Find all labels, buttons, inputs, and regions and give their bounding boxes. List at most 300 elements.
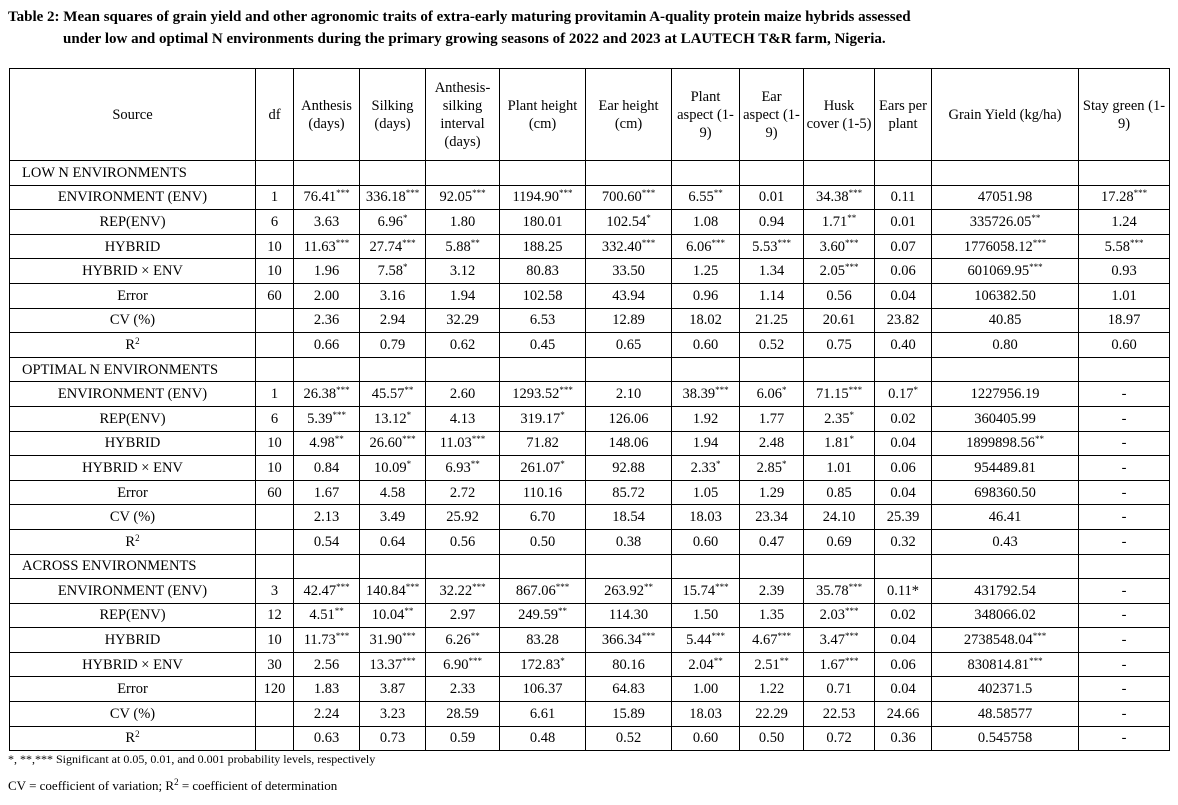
- value-cell: [804, 382, 875, 407]
- value-cell: [1079, 628, 1170, 653]
- df-cell: 6: [256, 210, 294, 235]
- significance-marker: ***: [402, 655, 416, 666]
- significance-marker: ***: [405, 188, 420, 199]
- value: 1.80: [449, 213, 476, 230]
- value-cell: [500, 333, 586, 358]
- table-row: [10, 382, 1170, 407]
- value: 0.60: [1111, 336, 1137, 353]
- empty-cell: [426, 554, 500, 579]
- section-row: [10, 161, 1170, 186]
- section-row: [10, 357, 1170, 382]
- value: 2.48: [758, 435, 785, 452]
- value-cell: [426, 431, 500, 456]
- value: 21.25: [755, 312, 788, 329]
- value: 2.56: [313, 656, 340, 673]
- value: 1.67: [819, 656, 845, 673]
- value: 33.50: [612, 263, 645, 280]
- value-cell: [932, 234, 1079, 259]
- header-cell: Ears per plant: [875, 69, 932, 161]
- source-cell: CV (%): [10, 702, 256, 727]
- value: 0.07: [890, 238, 916, 255]
- value: 0.71: [826, 681, 852, 698]
- empty-cell: [586, 554, 672, 579]
- value: 32.22: [439, 582, 473, 599]
- caption-line-1: Table 2: Mean squares of grain yield and other agronomic traits of extra-early maturing provitamin A-quality protein maize hybrids assessed: [8, 9, 911, 25]
- significance-marker: **: [1034, 434, 1044, 445]
- value-cell: [740, 406, 804, 431]
- section-title: OPTIMAL N ENVIRONMENTS: [10, 357, 256, 382]
- value: -: [1121, 410, 1127, 427]
- value-cell: [932, 456, 1079, 481]
- value: 18.03: [689, 705, 722, 722]
- value-cell: [740, 702, 804, 727]
- source-cell: ENVIRONMENT (ENV): [10, 579, 256, 604]
- value-cell: [500, 702, 586, 727]
- value-cell: [294, 283, 360, 308]
- value-cell: [426, 308, 500, 333]
- value: 106.37: [522, 681, 563, 698]
- value: 0.75: [826, 336, 852, 353]
- value: 1.01: [826, 459, 852, 476]
- header-row: [10, 69, 1170, 161]
- value: 5.44: [686, 632, 712, 649]
- empty-cell: [875, 161, 932, 186]
- value: 0.47: [758, 533, 785, 550]
- value-cell: [875, 382, 932, 407]
- df-cell: 1: [256, 185, 294, 210]
- df-cell: 3: [256, 579, 294, 604]
- significance-marker: **: [404, 385, 414, 396]
- value: 1.01: [1111, 287, 1137, 304]
- value-cell: [740, 480, 804, 505]
- value-cell: [586, 579, 672, 604]
- value-cell: [740, 652, 804, 677]
- empty-cell: [294, 357, 360, 382]
- value: 0.36: [890, 730, 916, 747]
- value-cell: [360, 529, 426, 554]
- header-cell: Plant height (cm): [500, 69, 586, 161]
- header-cell: Husk cover (1-5): [804, 69, 875, 161]
- df-cell: 10: [256, 431, 294, 456]
- empty-cell: [500, 554, 586, 579]
- empty-cell: [256, 357, 294, 382]
- value-cell: [294, 382, 360, 407]
- df-cell: [256, 726, 294, 751]
- value-cell: [672, 234, 740, 259]
- value: 0.72: [826, 730, 852, 747]
- value-cell: [426, 579, 500, 604]
- df-cell: 120: [256, 677, 294, 702]
- significance-marker: ***: [711, 631, 725, 642]
- value-cell: [740, 726, 804, 751]
- value-cell: [875, 628, 932, 653]
- value: 4.67: [752, 632, 778, 649]
- value-cell: [294, 480, 360, 505]
- value-cell: [932, 579, 1079, 604]
- table-row: [10, 185, 1170, 210]
- value: 1.71: [821, 213, 848, 230]
- r2-base: R: [125, 730, 136, 747]
- value-cell: [1079, 234, 1170, 259]
- significance-marker: ***: [336, 385, 350, 396]
- value-cell: [740, 628, 804, 653]
- value-cell: [500, 505, 586, 530]
- value-cell: [932, 431, 1079, 456]
- value: 0.93: [1111, 263, 1137, 280]
- value-cell: [932, 480, 1079, 505]
- value-cell: [360, 456, 426, 481]
- value-cell: [1079, 702, 1170, 727]
- value: 0.17: [888, 386, 914, 403]
- significance-marker: ***: [471, 434, 486, 445]
- value: 2.24: [313, 705, 340, 722]
- value-cell: [294, 234, 360, 259]
- mean-squares-table: [9, 68, 1170, 751]
- value: 2.33: [449, 681, 476, 698]
- value: 2.05: [819, 263, 845, 280]
- value-cell: [500, 406, 586, 431]
- value-cell: [1079, 283, 1170, 308]
- value: 0.06: [890, 263, 916, 280]
- r2-base: R: [125, 336, 136, 353]
- significance-marker: **: [334, 434, 344, 445]
- value: 1.77: [758, 410, 785, 427]
- value: 80.16: [612, 656, 645, 673]
- value: -: [1121, 632, 1127, 649]
- value-cell: [672, 505, 740, 530]
- value: 27.74: [369, 238, 403, 255]
- empty-cell: [1079, 357, 1170, 382]
- value-cell: [360, 406, 426, 431]
- significance-marker: ***: [848, 581, 863, 592]
- significance-marker: ***: [335, 237, 350, 248]
- value: 954489.81: [974, 459, 1036, 476]
- source-cell: [10, 529, 256, 554]
- empty-cell: [360, 357, 426, 382]
- value-cell: [586, 456, 672, 481]
- value-cell: [426, 456, 500, 481]
- table-row: [10, 726, 1170, 751]
- empty-cell: [360, 554, 426, 579]
- source-cell: HYBRID: [10, 234, 256, 259]
- value: 1227956.19: [970, 386, 1040, 403]
- value: 180.01: [522, 213, 563, 230]
- value-cell: [500, 283, 586, 308]
- value: 1.67: [313, 484, 340, 501]
- value-cell: [804, 333, 875, 358]
- value-cell: [426, 210, 500, 235]
- value: 18.97: [1107, 312, 1141, 329]
- value: 2.97: [449, 607, 476, 624]
- value: 0.79: [379, 336, 406, 353]
- value-cell: [426, 259, 500, 284]
- value-cell: [426, 185, 500, 210]
- value: -: [1121, 730, 1127, 747]
- value: 6.93: [445, 459, 471, 476]
- value-cell: [932, 333, 1079, 358]
- value-cell: [360, 579, 426, 604]
- significance-marker: *: [560, 409, 565, 420]
- value: 1776058.12: [963, 238, 1033, 255]
- value: 0.50: [758, 730, 785, 747]
- section-row: [10, 554, 1170, 579]
- value-cell: [500, 456, 586, 481]
- value: -: [1121, 435, 1127, 452]
- value: 698360.50: [974, 484, 1036, 501]
- value: 3.16: [379, 287, 406, 304]
- value: 102.54: [606, 213, 647, 230]
- df-cell: 60: [256, 480, 294, 505]
- value-cell: [586, 652, 672, 677]
- value-cell: [426, 406, 500, 431]
- table-row: [10, 234, 1170, 259]
- value-cell: [360, 628, 426, 653]
- value: 1.24: [1111, 213, 1137, 230]
- significance-marker: ***: [641, 631, 656, 642]
- value: 1.94: [692, 435, 719, 452]
- value-cell: [586, 308, 672, 333]
- empty-cell: [500, 161, 586, 186]
- value: 3.63: [313, 213, 340, 230]
- table-row: [10, 308, 1170, 333]
- value: 18.54: [612, 509, 645, 526]
- value: 76.41: [303, 189, 337, 206]
- significance-marker: ***: [715, 385, 729, 396]
- value: 0.38: [615, 533, 642, 550]
- value: 1.29: [758, 484, 785, 501]
- significance-marker: *: [781, 385, 787, 396]
- value-cell: [294, 529, 360, 554]
- significance-marker: ***: [402, 434, 416, 445]
- table-row: [10, 480, 1170, 505]
- value: 10.09: [373, 459, 407, 476]
- source-cell: HYBRID × ENV: [10, 259, 256, 284]
- value-cell: [672, 308, 740, 333]
- value-cell: [500, 431, 586, 456]
- value-cell: [740, 283, 804, 308]
- value: 0.59: [449, 730, 476, 747]
- empty-cell: [672, 357, 740, 382]
- value: 17.28: [1100, 189, 1134, 206]
- value-cell: [672, 652, 740, 677]
- value: 0.06: [890, 656, 916, 673]
- value: 867.06: [515, 582, 556, 599]
- value: 80.83: [526, 263, 559, 280]
- empty-cell: [804, 161, 875, 186]
- value: 2.00: [313, 287, 340, 304]
- value: 366.34: [601, 632, 642, 649]
- value: 1194.90: [512, 189, 560, 206]
- value-cell: [740, 333, 804, 358]
- value-cell: [672, 283, 740, 308]
- value-cell: [426, 505, 500, 530]
- value: 6.26: [445, 632, 471, 649]
- value: 4.51: [309, 607, 335, 624]
- empty-cell: [500, 357, 586, 382]
- significance-marker: **: [713, 655, 723, 666]
- value-cell: [672, 702, 740, 727]
- value-cell: [294, 579, 360, 604]
- table-row: [10, 505, 1170, 530]
- value: 0.85: [826, 484, 852, 501]
- source-cell: HYBRID: [10, 431, 256, 456]
- value: 3.49: [379, 509, 406, 526]
- value: 335726.05: [969, 213, 1032, 230]
- value-cell: [672, 529, 740, 554]
- value-cell: [360, 308, 426, 333]
- df-cell: 10: [256, 456, 294, 481]
- value: 0.60: [692, 336, 719, 353]
- value: 0.62: [449, 336, 476, 353]
- empty-cell: [672, 554, 740, 579]
- value: 0.50: [529, 533, 556, 550]
- value-cell: [672, 431, 740, 456]
- value: 0.02: [890, 410, 916, 427]
- significance-marker: **: [1031, 212, 1041, 223]
- value: 5.58: [1104, 238, 1130, 255]
- value: 5.53: [752, 238, 778, 255]
- value-cell: [1079, 382, 1170, 407]
- value: 42.47: [303, 582, 337, 599]
- empty-cell: [875, 357, 932, 382]
- df-cell: [256, 333, 294, 358]
- value-cell: [672, 603, 740, 628]
- value: 1.94: [449, 287, 476, 304]
- value-cell: [740, 259, 804, 284]
- value-cell: [804, 529, 875, 554]
- value-cell: [294, 628, 360, 653]
- value: 22.29: [755, 705, 788, 722]
- value: -: [1121, 509, 1127, 526]
- significance-marker: ***: [336, 188, 350, 199]
- value-cell: [875, 431, 932, 456]
- value: 5.39: [307, 410, 333, 427]
- significance-marker: ***: [1129, 237, 1144, 248]
- table-row: [10, 283, 1170, 308]
- significance-marker: ***: [1133, 188, 1148, 199]
- value: 0.545758: [977, 730, 1033, 747]
- df-cell: [256, 529, 294, 554]
- value: 2.72: [449, 484, 476, 501]
- value-cell: [294, 185, 360, 210]
- value-cell: [586, 210, 672, 235]
- value-cell: [740, 529, 804, 554]
- value-cell: [672, 406, 740, 431]
- value-cell: [500, 579, 586, 604]
- value: 10.04: [371, 607, 405, 624]
- value: 114.30: [608, 607, 649, 624]
- empty-cell: [360, 161, 426, 186]
- df-cell: 10: [256, 234, 294, 259]
- value-cell: [804, 505, 875, 530]
- value-cell: [360, 234, 426, 259]
- significance-marker: **: [470, 631, 480, 642]
- value: 0.45: [529, 336, 556, 353]
- value: 1.00: [692, 681, 719, 698]
- value-cell: [586, 726, 672, 751]
- value-cell: [426, 382, 500, 407]
- value-cell: [360, 210, 426, 235]
- value-cell: [360, 185, 426, 210]
- table-body: [10, 161, 1170, 751]
- significance-marker: ***: [402, 631, 416, 642]
- value-cell: [360, 505, 426, 530]
- value-cell: [586, 259, 672, 284]
- source-cell: Error: [10, 283, 256, 308]
- significance-marker: **: [557, 606, 567, 617]
- significance-marker: ***: [1032, 631, 1047, 642]
- value-cell: [740, 234, 804, 259]
- table-row: [10, 702, 1170, 727]
- value: 24.10: [822, 509, 856, 526]
- value: -: [1121, 484, 1127, 501]
- value-cell: [426, 234, 500, 259]
- df-cell: 12: [256, 603, 294, 628]
- value: 0.60: [692, 730, 719, 747]
- source-cell: HYBRID × ENV: [10, 456, 256, 481]
- value-cell: [740, 505, 804, 530]
- table-row: [10, 210, 1170, 235]
- value-cell: [1079, 579, 1170, 604]
- empty-cell: [294, 161, 360, 186]
- value: 172.83: [520, 656, 561, 673]
- value-cell: [586, 333, 672, 358]
- value: -: [1121, 386, 1127, 403]
- value-cell: [1079, 333, 1170, 358]
- source-cell: HYBRID × ENV: [10, 652, 256, 677]
- value-cell: [672, 382, 740, 407]
- value: 0.04: [890, 681, 916, 698]
- value-cell: [360, 480, 426, 505]
- header-cell: Anthesis (days): [294, 69, 360, 161]
- value: 1.50: [692, 607, 719, 624]
- value: 0.11*: [886, 582, 920, 599]
- value-cell: [1079, 210, 1170, 235]
- r2-superscript: 2: [135, 532, 140, 543]
- empty-cell: [672, 161, 740, 186]
- value-cell: [804, 628, 875, 653]
- value-cell: [1079, 308, 1170, 333]
- value: 0.43: [992, 533, 1018, 550]
- value-cell: [875, 726, 932, 751]
- significance-marker: *: [781, 458, 787, 469]
- value-cell: [740, 308, 804, 333]
- value-cell: [875, 185, 932, 210]
- value-cell: [426, 529, 500, 554]
- significance-marker: *: [402, 262, 408, 273]
- value: 0.66: [313, 336, 340, 353]
- value: 47051.98: [977, 189, 1033, 206]
- significance-marker: ***: [336, 581, 350, 592]
- table-row: [10, 529, 1170, 554]
- significance-marker: **: [404, 606, 414, 617]
- value-cell: [426, 702, 500, 727]
- source-cell: [10, 726, 256, 751]
- empty-cell: [875, 554, 932, 579]
- abbreviation-footnote: [8, 778, 337, 794]
- empty-cell: [932, 554, 1079, 579]
- r2-superscript: 2: [135, 729, 140, 740]
- value-cell: [294, 505, 360, 530]
- value-cell: [586, 603, 672, 628]
- significance-marker: ***: [332, 409, 346, 420]
- value: 2.04: [688, 656, 714, 673]
- value-cell: [932, 210, 1079, 235]
- value-cell: [1079, 505, 1170, 530]
- value: 0.64: [379, 533, 406, 550]
- value-cell: [804, 702, 875, 727]
- value: 4.98: [309, 435, 335, 452]
